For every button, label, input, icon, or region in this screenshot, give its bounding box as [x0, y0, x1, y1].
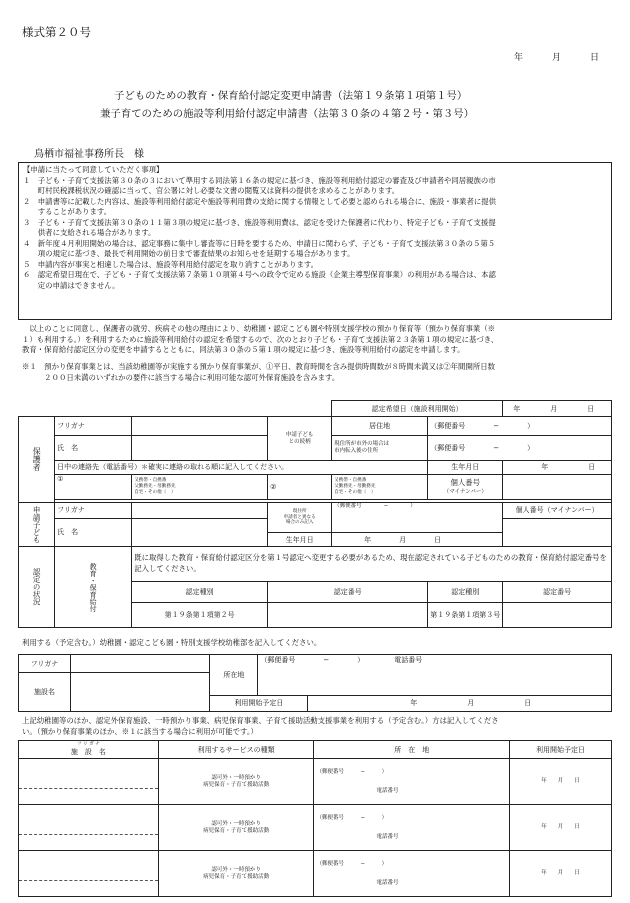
- form-number: 様式第２０号: [22, 25, 91, 39]
- service-facility-name-input[interactable]: [19, 805, 159, 851]
- cert-type-value-1: 第１９条第１項第２号: [132, 602, 268, 627]
- service-address-field[interactable]: [314, 805, 510, 851]
- service-start-date-field[interactable]: 年 月 日: [510, 851, 612, 897]
- guardian-birthdate-label: 生年月日: [428, 461, 503, 475]
- child-name-label: 氏 名: [55, 518, 132, 546]
- residence-label: 居住地: [332, 417, 428, 435]
- service-row: [19, 759, 612, 805]
- guardian-birthdate-field[interactable]: [503, 461, 612, 475]
- service-address-field[interactable]: [314, 851, 510, 897]
- service-option: 認可外・一時預かり: [211, 866, 261, 873]
- consent-notice-box: [18, 162, 612, 320]
- service-row: [19, 805, 612, 851]
- cert-number-input-1[interactable]: [268, 602, 428, 627]
- year-label: 年: [513, 404, 521, 413]
- notice-item: ２ 申請書等に記載した内容は、施設等利用給付認定や施設等利用費の支給に関する情報として必要と認められる場合に、施設・事業者に提供: [23, 196, 497, 206]
- relation-label: 申請子ども との続柄: [268, 417, 332, 461]
- contact-2-options[interactable]: 又携帯・自携番 父勤務先・母勤務先 自宅・その他（ ）: [332, 474, 428, 499]
- guardian-furigana-input[interactable]: [132, 417, 268, 435]
- col-service-type: 利用するサービスの種類: [158, 741, 314, 759]
- year-label: 年: [410, 699, 418, 708]
- guardian-individual-number-input[interactable]: [503, 474, 612, 499]
- child-label: 申請子ども: [19, 502, 55, 546]
- guardian-name-input[interactable]: [132, 435, 268, 460]
- postal-label: （郵便番号 − ）: [316, 860, 388, 867]
- child-address-postal-field[interactable]: （郵便番号 − ）: [332, 502, 503, 533]
- service-facility-name-input[interactable]: [19, 759, 159, 805]
- service-row: [19, 851, 612, 897]
- cert-number-header-1: 認定番号: [268, 581, 428, 602]
- facility-name-input[interactable]: [70, 673, 210, 712]
- other-intro-line: い。（預かり保育事業のほか、※１に該当する場合に利用が可能です。）: [22, 726, 258, 736]
- child-individual-number-label: 個人番号（マイナンバー）: [503, 502, 612, 518]
- service-option: 認可外・一時預かり: [211, 820, 261, 827]
- other-intro-line: 上記幼稚園等のほか、認定外保育施設、一時預かり事業、病児保育事業、子育て援助活動支援事業を利用する（予定含む。）方は記入してくださ: [22, 716, 499, 725]
- cert-number-input-2[interactable]: [503, 602, 612, 627]
- service-start-date-field[interactable]: 年 月 日: [510, 759, 612, 805]
- service-address-field[interactable]: [314, 759, 510, 805]
- month-label: 月: [550, 404, 558, 413]
- individual-number-sublabel: （マイナンバー）: [443, 488, 487, 495]
- certification-status-label: 認定の状況: [19, 547, 55, 628]
- facility-start-date-label: 利用開始予定日: [210, 695, 308, 711]
- notice-heading: 【申請に当たって同意していただく事項】: [23, 165, 164, 174]
- contact-1-label: ①: [55, 474, 132, 499]
- service-facility-name-input[interactable]: [19, 851, 159, 897]
- service-option: 病児保育・子育て援助活動: [203, 827, 270, 834]
- month-label: 月: [467, 699, 475, 708]
- consent-paragraph: [22, 324, 616, 356]
- other-services-table: [18, 740, 612, 897]
- notice-item: ４ 新年度４月利用開始の場合は、認定事務に集中し審査等に日時を要するため、申請日に関わらず、子ども・子育て支援法第３０条の５第５: [23, 238, 496, 248]
- notice-item: 町村民税課税状況の確認に当って、官公署に対し必要な文書の閲覧又は資料の提供を求めることがあります。: [23, 186, 400, 195]
- facility-table: [18, 654, 612, 712]
- phone-label: 電話番号: [376, 787, 399, 794]
- col-facility-name: 施 設 名: [70, 748, 106, 757]
- month-label: 月: [399, 535, 407, 544]
- date-month-label: 月: [552, 53, 562, 63]
- consent-line: １）も利用する。）を利用するために施設等利用給付の認定を希望するので、次のとおり子ども・子育て支援法第２３条第１項の規定に基づき、: [22, 334, 499, 344]
- desired-date-label: 認定希望日（施設利用開始）: [332, 401, 503, 417]
- child-address-label: 現住所 申請者と異なる 場合のみ記入: [268, 502, 332, 533]
- consent-line: 以上のことに同意し、保護者の就労、疾病その他の理由により、幼稚園・認定こども園や特別支援学校の預かり保育等（預かり保育事業（※: [22, 324, 496, 333]
- facility-name-label: 施設名: [19, 673, 71, 712]
- consent-line: 教育・保育給付認定区分の変更を申請するとともに、同法第３０条の５第１項の規定に基づき、施設等利用給付の認定を申請します。: [22, 345, 465, 354]
- notice-item: することがあります。: [23, 207, 112, 216]
- child-individual-number-input[interactable]: [503, 518, 612, 546]
- other-address-postal-field[interactable]: （郵便番号 − ）: [428, 435, 612, 460]
- year-label: 年: [541, 463, 549, 472]
- applicant-form-table: [18, 400, 612, 628]
- other-services-intro: [22, 716, 499, 737]
- guardian-name-label: 氏 名: [55, 435, 132, 460]
- footnote-line: ※１ 預かり保育事業とは、当該幼稚園等が実施する預かり保育事業が、①平日、教育時間を含み提供時間数が８時間未満又は②年間開所日数: [22, 362, 496, 371]
- cert-number-header-2: 認定番号: [503, 581, 612, 602]
- postal-label: （郵便番号 − ）: [316, 768, 388, 775]
- facility-furigana-label: フリガナ: [19, 655, 71, 673]
- date-year-label: 年: [514, 53, 524, 63]
- service-option: 病児保育・子育て援助活動: [203, 781, 270, 788]
- cert-type-header-2: 認定種別: [428, 581, 503, 602]
- footnote-1: [22, 362, 616, 383]
- child-furigana-label: フリガナ: [55, 502, 132, 518]
- residence-postal-field[interactable]: （郵便番号 − ）: [428, 417, 612, 435]
- certification-status-text: 既に取得した教育・保育給付認定区分を第１号認定へ変更する必要があるため、現在認定されている子どものための教育・保育給付認定番号を記入してください。: [132, 547, 612, 582]
- child-birthdate-label: 生年月日: [268, 533, 332, 547]
- col-furigana: フ リ ガ ナ: [76, 741, 100, 747]
- guardian-furigana-label: フリガナ: [55, 417, 132, 435]
- certification-status-sublabel: 教育・保育給付: [55, 547, 132, 628]
- facility-start-date-field[interactable]: [308, 695, 612, 711]
- notice-item: 供者に支給される場合があります。: [23, 228, 156, 237]
- notice-item: ３ 子ども・子育て支援法第３０条の１１第３項の規定に基づき、施設等利用費は、認定を受けた保護者に代わり、特定子ども・子育て支援提: [23, 217, 496, 227]
- other-address-label: 現住所が市外の場合は 市内転入後の住所: [332, 435, 428, 460]
- service-type-options[interactable]: [158, 805, 314, 851]
- child-name-input[interactable]: [132, 518, 268, 546]
- cert-type-header-1: 認定種別: [132, 581, 268, 602]
- daytime-contact-label: 日中の連絡先（電話番号）＊確実に連絡の取れる順に記入してください。: [55, 461, 428, 475]
- notice-item: 定の申請はできません。: [23, 280, 120, 290]
- contact-2-label: ②: [268, 474, 332, 499]
- notice-item: 項の規定に基づき、最長で利用開始の前日まで審査結果のお知らせを延期する場合があります。: [23, 249, 355, 258]
- guardian-label: 保護者: [19, 417, 55, 502]
- child-furigana-input[interactable]: [132, 502, 268, 518]
- service-option: 病児保育・子育て援助活動: [203, 873, 270, 880]
- notice-item: ５ 申請内容が事実と相違した場合は、施設等利用給付認定を取り消すことがあります。: [23, 259, 319, 269]
- recipient: 鳥栖市福祉事務所長 様: [34, 149, 144, 160]
- service-option: 認可外・一時預かり: [211, 774, 261, 781]
- col-address: 所 在 地: [314, 741, 510, 759]
- footnote-line: ２００日未満のいずれかの要件に該当する場合に利用可能な認可外保育施設を含みます。: [22, 372, 340, 382]
- facility-postal: （郵便番号 − ）: [260, 656, 365, 664]
- col-start-date: 利用開始予定日: [510, 741, 612, 759]
- facility-address-label: 所在地: [210, 655, 258, 696]
- notice-item: １ 子ども・子育て支援法第３０条の３において準用する同法第１６条の規定に基づき、施設等利用給付認定の審査及び申請者や同居親族の市: [23, 175, 496, 185]
- facility-furigana-input[interactable]: [70, 655, 210, 673]
- service-type-options[interactable]: [158, 759, 314, 805]
- phone-label: 電話番号: [376, 879, 399, 886]
- title-line-2: 兼子育てのための施設等利用給付認定申請書（法第３０条の４第２号・第３号）: [100, 108, 475, 120]
- facility-address-field[interactable]: [258, 655, 612, 696]
- day-label: 日: [434, 535, 442, 544]
- service-type-options[interactable]: [158, 851, 314, 897]
- child-birthdate-field[interactable]: [332, 533, 503, 547]
- facility-intro: 利用する（予定含む。）幼稚園・認定こども園・特別支援学校幼稚部を記入してください。: [22, 638, 322, 647]
- notice-item: ６ 認定希望日現在で、子ども・子育て支援法第７条第１０項第４号への政令で定める施設（企業主導型保育事業）の利用がある場合は、本認: [23, 270, 496, 279]
- cert-type-value-2: 第１９条第１項第３号: [428, 602, 503, 627]
- postal-label: （郵便番号 − ）: [316, 814, 388, 821]
- date-day-label: 日: [590, 53, 600, 63]
- desired-date-field[interactable]: [503, 401, 612, 417]
- individual-number-label: 個人番号: [450, 478, 481, 488]
- title-line-1: 子どものための教育・保育給付認定変更申請書（法第１９条第１項第１号）: [114, 90, 468, 102]
- contact-1-options[interactable]: 又携帯・自携番 父勤務先・母勤務先 自宅・その他（ ）: [132, 474, 268, 499]
- day-label: 日: [524, 699, 532, 708]
- day-label: 日: [588, 463, 596, 472]
- phone-label: 電話番号: [376, 833, 399, 840]
- facility-phone-label: 電話番号: [394, 656, 423, 664]
- day-label: 日: [587, 404, 595, 413]
- service-start-date-field[interactable]: 年 月 日: [510, 805, 612, 851]
- year-label: 年: [364, 535, 372, 544]
